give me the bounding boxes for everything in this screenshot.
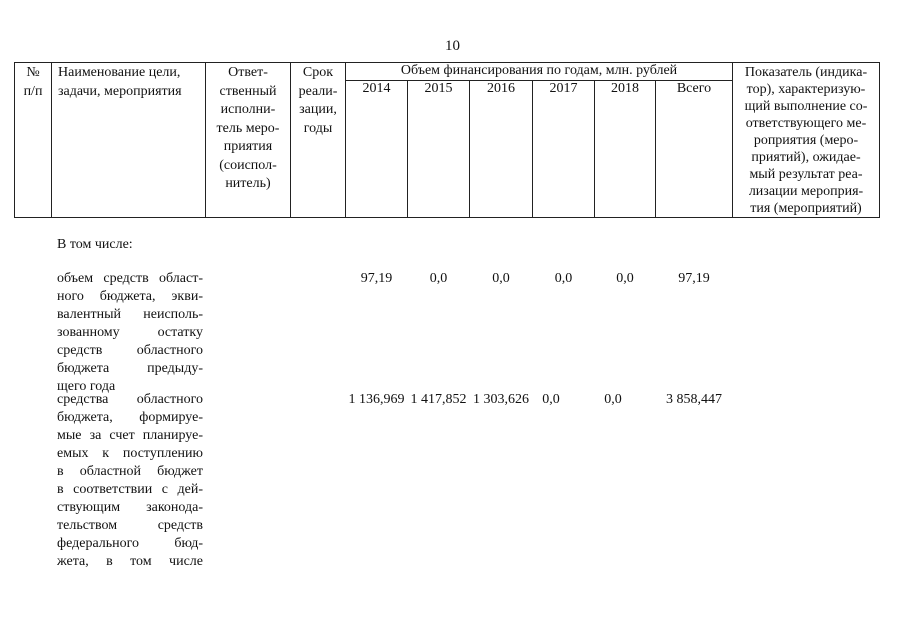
header-year-2014: 2014 <box>362 81 391 96</box>
row-1-2014: 97,19 <box>360 271 393 286</box>
row-2-2016: 1 303,626 <box>473 392 529 407</box>
header-total: Всего <box>676 81 712 96</box>
header-indicator: Показатель (индика- тор), характеризую- щий выполнение со- ответствующего ме- роприятия (меро- приятий), ожидае- мый результат реа- лизации мероприя- тия (мероприятий) <box>744 65 868 216</box>
page-number: 10 <box>445 38 460 54</box>
header-responsible: Ответ- ственный исполни- тель меро- приятия (соиспол- нитель) <box>216 65 280 191</box>
rule-2016 <box>532 80 533 218</box>
row-1-2017: 0,0 <box>554 271 573 286</box>
row-1-2015: 0,0 <box>429 271 448 286</box>
header-finance: Объем финансирования по годам, млн. рублей <box>400 63 678 78</box>
header-year-2015: 2015 <box>424 81 453 96</box>
header-year-2017: 2017 <box>549 81 578 96</box>
header-name: Наименование цели, задачи, мероприятия <box>58 65 182 99</box>
row-2-2018: 0,0 <box>604 392 622 407</box>
row-2-total: 3 858,447 <box>666 392 722 407</box>
row-1-2016: 0,0 <box>492 271 510 286</box>
rule-num <box>51 62 52 218</box>
rule-2014 <box>407 80 408 218</box>
row-2-name: средства областного бюджета, формируе- мые за счет планируе- емых к поступлению в областной бюджет в соответствии с дей- ствующим законода- тельством средств федерального бюд- жета, в том числе <box>57 392 203 569</box>
row-1-name: объем средств област- ного бюджета, экви- валентный неисполь- зованному остатку средств областного бюджета предыду- щего года <box>57 271 203 394</box>
row-2-2015: 1 417,852 <box>410 392 467 407</box>
row-1-total: 97,19 <box>678 271 710 286</box>
header-bottom-rule <box>14 217 880 218</box>
subheading: В том числе: <box>57 237 133 252</box>
row-2-2017: 0,0 <box>542 392 560 407</box>
rule-right <box>879 62 880 218</box>
rule-2018 <box>655 80 656 218</box>
rule-2015 <box>469 80 470 218</box>
row-1-2018: 0,0 <box>616 271 634 286</box>
header-term: Срок реали- зации, годы <box>298 65 338 136</box>
rule-2017 <box>594 80 595 218</box>
row-2-2014: 1 136,969 <box>348 392 405 407</box>
header-year-2018: 2018 <box>611 81 639 96</box>
header-num: № п/п <box>23 65 43 99</box>
header-year-2016: 2016 <box>487 81 515 96</box>
